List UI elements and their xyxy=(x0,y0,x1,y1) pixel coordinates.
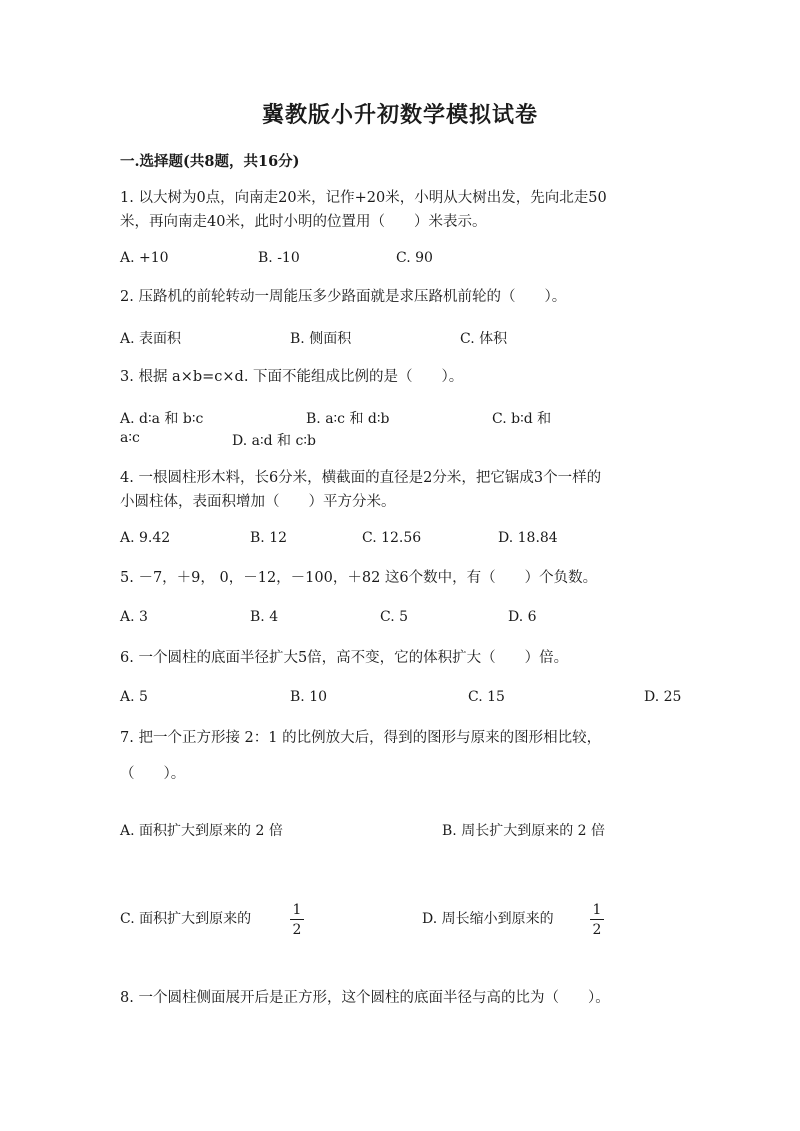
q7-option-c: C. 面积扩大到原来的 xyxy=(120,911,252,927)
q5-option-d: D. 6 xyxy=(508,609,537,625)
fraction-numerator: 1 xyxy=(592,902,602,918)
question-1-line-2: 米，再向南走40米，此时小明的位置用（ ）米表示。 xyxy=(120,214,487,230)
question-8-line-1: 8. 一个圆柱侧面展开后是正方形，这个圆柱的底面半径与高的比为（ ）。 xyxy=(120,990,610,1006)
q7-option-c-fraction xyxy=(290,902,304,938)
q7-option-d: D. 周长缩小到原来的 xyxy=(422,911,554,927)
question-7 xyxy=(120,726,680,750)
question-2-line-1: 2. 压路机的前轮转动一周能压多少路面就是求压路机前轮的（ ）。 xyxy=(120,289,567,305)
question-3 xyxy=(120,365,680,389)
q2-option-b: B. 侧面积 xyxy=(290,331,352,347)
q4-option-a: A. 9.42 xyxy=(120,530,171,546)
fraction-bar xyxy=(290,919,304,920)
question-7-line-2: （ ）。 xyxy=(120,766,186,782)
question-4 xyxy=(120,466,680,514)
question-5 xyxy=(120,566,680,590)
question-1-line-1: 1. 以大树为0点，向南走20米，记作+20米，小明从大树出发，先向北走50 xyxy=(120,190,607,206)
question-4-line-1: 4. 一根圆柱形木料，长6分米，横截面的直径是2分米，把它锯成3个一样的 xyxy=(120,470,602,486)
q5-option-c: C. 5 xyxy=(380,609,409,625)
q3-option-c: C. b∶d 和 xyxy=(492,411,552,427)
fraction-denominator: 2 xyxy=(292,922,302,938)
q6-option-c: C. 15 xyxy=(468,689,505,705)
question-5-line-1: 5. －7，＋9， 0，－12，－100，＋82 这6个数中，有（ ）个负数。 xyxy=(120,570,598,586)
q6-option-a: A. 5 xyxy=(120,689,148,705)
q7-option-d-fraction xyxy=(590,902,604,938)
question-6 xyxy=(120,646,680,670)
q4-option-d: D. 18.84 xyxy=(498,530,558,546)
q4-option-b: B. 12 xyxy=(250,530,288,546)
fraction-bar xyxy=(590,919,604,920)
q4-option-c: C. 12.56 xyxy=(362,530,422,546)
fraction-numerator: 1 xyxy=(292,902,302,918)
q3-option-a: A. d∶a 和 b∶c xyxy=(120,411,204,427)
q6-option-d: D. 25 xyxy=(644,689,682,705)
q3-option-d: D. a∶d 和 c∶b xyxy=(232,433,316,449)
q1-option-c: C. 90 xyxy=(396,250,433,266)
question-7-continued xyxy=(120,762,680,786)
q5-option-b: B. 4 xyxy=(250,609,279,625)
q1-option-b: B. -10 xyxy=(258,250,300,266)
question-3-line-1: 3. 根据 a×b=c×d. 下面不能组成比例的是（ ）。 xyxy=(120,369,464,385)
question-1 xyxy=(120,186,680,234)
q2-option-a: A. 表面积 xyxy=(120,331,182,347)
question-7-line-1: 7. 把一个正方形接 2：1 的比例放大后，得到的图形与原来的图形相比较， xyxy=(120,730,602,746)
exam-title: 冀教版小升初数学模拟试卷 xyxy=(261,102,538,128)
q7-option-a: A. 面积扩大到原来的 2 倍 xyxy=(120,823,283,839)
q6-option-b: B. 10 xyxy=(290,689,328,705)
question-4-line-2: 小圆柱体，表面积增加（ ）平方分米。 xyxy=(120,494,396,510)
section-heading: 一.选择题(共8题，共16分) xyxy=(120,153,300,170)
question-8 xyxy=(120,986,680,1010)
q1-option-a: A. +10 xyxy=(120,250,169,266)
q3-option-c-continued: a∶c xyxy=(120,430,140,446)
fraction-denominator: 2 xyxy=(592,922,602,938)
q3-option-b: B. a∶c 和 d∶b xyxy=(306,411,390,427)
q2-option-c: C. 体积 xyxy=(460,331,508,347)
q5-option-a: A. 3 xyxy=(120,609,148,625)
question-2 xyxy=(120,285,680,309)
q7-option-b: B. 周长扩大到原来的 2 倍 xyxy=(442,823,605,839)
question-6-line-1: 6. 一个圆柱的底面半径扩大5倍，高不变，它的体积扩大（ ）倍。 xyxy=(120,650,569,666)
